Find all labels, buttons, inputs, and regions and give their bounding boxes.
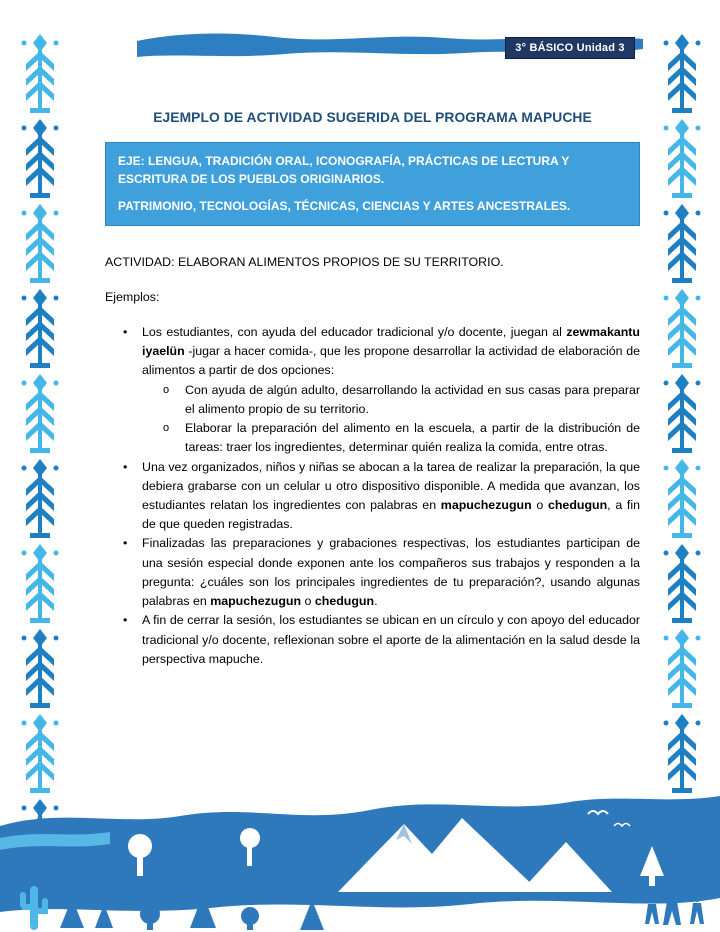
list-item-text: Los estudiantes, con ayuda del educador tradicional y/o docente, juegan al zewmakantu iyaelün -jugar a hacer comida-, que les propone desarrollar la actividad de elaboración de alimentos a partir de dos opciones: bbox=[142, 325, 640, 378]
list-item bbox=[105, 323, 640, 458]
examples-label: Ejemplos: bbox=[105, 290, 160, 304]
left-border-ornament-icon bbox=[18, 30, 62, 878]
unit-badge-label: 3° BÁSICO Unidad 3 bbox=[515, 42, 625, 54]
list-item-text: A fin de cerrar la sesión, los estudiantes se ubican en un círculo y con apoyo del educador tradicional y/o docente, reflexionan sobre el aporte de la alimentación en la salud desde la perspectiva mapuche. bbox=[142, 613, 640, 666]
list-item bbox=[142, 419, 640, 457]
list-item bbox=[105, 611, 640, 669]
eje-line-2: PATRIMONIO, TECNOLOGÍAS, TÉCNICAS, CIENCIAS Y ARTES ANCESTRALES. bbox=[118, 199, 571, 213]
content-column bbox=[105, 110, 640, 669]
list-item-text: Finalizadas las preparaciones y grabaciones respectivas, los estudiantes participan de una sesión especial donde exponen ante los compañeros sus trabajos y responden a la pregunta: ¿cuáles son los principales ingredientes de tu preparación?, usando algunas palabras en mapuchezugun o chedugun. bbox=[142, 536, 640, 609]
list-item-text: Elaborar la preparación del alimento en la escuela, a partir de la distribución de tareas: traer los ingredientes, determinar quién realiza la comida, entre otras. bbox=[185, 421, 640, 455]
list-item bbox=[105, 534, 640, 611]
list-item bbox=[142, 381, 640, 419]
list-item-text: Una vez organizados, niños y niñas se abocan a la tarea de realizar la preparación, la que debiera grabarse con un celular u otro dispositivo disponible. A medida que avanzan, los estudiantes relatan los ingredientes con palabras en mapuchezugun o chedugun, a fin de que queden registradas. bbox=[142, 459, 640, 532]
right-border-ornament-icon bbox=[660, 30, 704, 878]
eje-line-1: EJE: LENGUA, TRADICIÓN ORAL, ICONOGRAFÍA, PRÁCTICAS DE LECTURA Y ESCRITURA DE LOS PUEBLOS ORIGINARIOS. bbox=[118, 154, 570, 186]
sub-bullet-list bbox=[142, 381, 640, 458]
page-title: EJEMPLO DE ACTIVIDAD SUGERIDA DEL PROGRAMA MAPUCHE bbox=[153, 110, 592, 125]
activity-heading: ACTIVIDAD: ELABORAN ALIMENTOS PROPIOS DE SU TERRITORIO. bbox=[105, 255, 504, 269]
activity-bullet-list bbox=[105, 323, 640, 669]
unit-badge bbox=[505, 37, 635, 59]
footer-landscape-icon bbox=[0, 780, 720, 932]
eje-banner bbox=[105, 142, 640, 226]
list-item bbox=[105, 458, 640, 535]
list-item-text: Con ayuda de algún adulto, desarrollando la actividad en sus casas para preparar el alimento propio de su territorio. bbox=[185, 382, 640, 416]
